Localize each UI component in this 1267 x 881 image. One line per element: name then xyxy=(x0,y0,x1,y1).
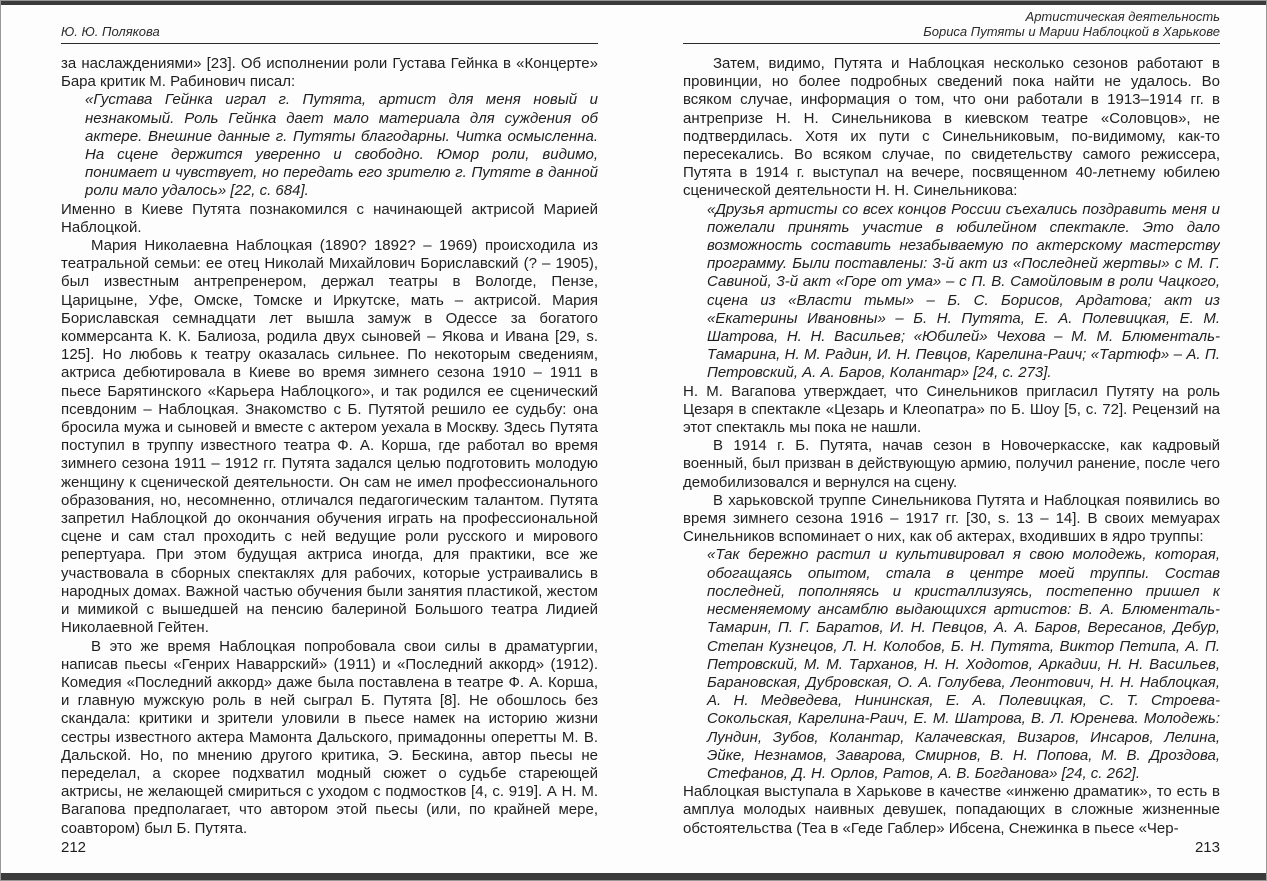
quote-paragraph: «Густава Гейнка играл г. Путята, артист для меня новый и незнакомый. Роль Гейнка дает мало материала для суждения об актере. Внешние данные г. Путяты благодарны. Читка осмысленна. На сцене держится уверенно и свободно. Юмор роли, видимо, понимает и чувствует, но передать его зрителю г. Путяте в данной роли мало удалось» [22, с. 684]. xyxy=(85,91,598,200)
header-rule-right xyxy=(683,43,1220,44)
running-header-title-line1: Артистическая деятельность xyxy=(1025,9,1220,24)
body-paragraph: Затем, видимо, Путята и Наблоцкая несколько сезонов работают в провинции, но более подробных сведений пока найти не удалось. Во всяком случае, информация о том, что они работали в 1913–1914 гг. в антрепризе Н. Н. Синельникова в киевском театре «Соловцов», не подтвердилась. Хотя их пути с Синельниковым, по-видимому, как-то пересекались. Во всяком случае, по свидетельству самого режиссера, Путята в 1914 г. выступал на вечере, посвященном 40-летнему юбилею сценической деятельности Н. Н. Синельникова: xyxy=(683,55,1220,200)
page-right-body xyxy=(683,55,1220,837)
body-paragraph: за наслаждениями» [23]. Об исполнении роли Густава Гейнка в «Концерте» Бара критик М. Рабинович писал: xyxy=(61,55,598,91)
quote-paragraph: «Так бережно растил и культивировал я свою молодежь, которая, обогащаясь опытом, стала в центре моей труппы. Состав последней, пополняясь и кристаллизуясь, постепенно пришел к несменяемому ансамблю выдающихся артистов: В. А. Блюменталь-Тамарин, П. Г. Баратов, И. Н. Певцов, А. А. Баров, Вересанов, Дебур, Степан Кузнецов, Л. Н. Колобов, Б. Н. Путята, Виктор Петипа, А. П. Петровский, М. М. Тарханов, Н. Н. Ходотов, Аркадии, Н. Н. Васильев, Барановская, Дубровская, О. А. Голубева, Леонтович, Н. Н. Наблоцкая, А. Н. Медведева, Нининская, Е. А. Полевицкая, С. Т. Строева-Сокольская, Карелина-Раич, Е. М. Шатрова, В. Л. Юренева. Молодежь: Лундин, Зубов, Колантар, Калачевская, Визаров, Инсаров, Лелина, Эйке, Незнамов, Заварова, Смирнов, В. Н. Попова, М. В. Дроздова, Стефанов, Д. Н. Орлов, Ратов, А. В. Богданова» [24, с. 262]. xyxy=(707,546,1220,782)
running-header-left xyxy=(61,9,598,43)
body-paragraph: Наблоцкая выступала в Харькове в качестве «инженю драматик», то есть в амплуа молодых наивных девушек, попадающих в сложные жизненные обстоятельства (Теа в «Геде Габлер» Ибсена, Снежинка в пьесе «Чер- xyxy=(683,783,1220,837)
body-paragraph: В это же время Наблоцкая попробовала свои силы в драматургии, написав пьесы «Генрих Наваррский» (1911) и «Последний аккорд» (1912). Комедия «Последний аккорд» даже была поставлена в театре Ф. А. Корша, и главную мужскую роль в ней сыграл Б. Путята [8]. Не обошлось без скандала: критики и зрители уловили в пьесе намек на историю жизни сестры известного актера Мамонта Дальского, примадонны оперетты М. В. Дальской. Но, по мнению другого критика, Э. Бескина, автор пьесы не переделал, а скорее подхватил модный сюжет о судьбе стареющей актрисы, не желающей смириться с уходом с подмостков [4, с. 919]. А Н. М. Вагапова предполагает, что автором этой пьесы (или, по крайней мере, соавтором) был Б. Путята. xyxy=(61,637,598,837)
scan-edge-bottom xyxy=(1,873,1266,880)
page-right xyxy=(683,9,1220,837)
running-header-title-line2: Бориса Путяты и Марии Наблоцкой в Харькове xyxy=(923,23,1220,39)
body-paragraph: Именно в Киеве Путята познакомился с начинающей актрисой Марией Наблоцкой. xyxy=(61,200,598,236)
running-header-right xyxy=(683,9,1220,43)
body-paragraph: Н. М. Вагапова утверждает, что Синельников пригласил Путяту на роль Цезаря в спектакле «Цезарь и Клеопатра» по Б. Шоу [5, с. 72]. Рецензий на этот спектакль мы пока не нашли. xyxy=(683,382,1220,437)
body-paragraph: Мария Николаевна Наблоцкая (1890? 1892? – 1969) происходила из театральной семьи: ее отец Николай Михайлович Бориславский (? – 1905), был известным антрепренером, держал театры в Вологде, Пензе, Царицыне, Уфе, Омске, Томске и Иркутске, мать – актрисой. Мария Бориславская семнадцати лет вышла замуж в Одессе за богатого коммерсанта К. К. Балиоза, родила двух сыновей – Якова и Ивана [29, s. 125]. Но любовь к театру оказалась сильнее. По некоторым сведениям, актриса дебютировала в Киеве во время зимнего сезона 1910 – 1911 в пьесе Барятинского «Карьера Наблоцкого», и так родился ее сценический псевдоним – Наблоцкая. Знакомство с Б. Путятой решило ее судьбу: она бросила мужа и сыновей и вместе с актером уехала в Москву. Здесь Путята поступил в труппу известного театра Ф. А. Корша, где работал во время зимнего сезона 1911 – 1912 гг. Путята задался целью подготовить молодую женщину к сценической деятельности. Он сам не имел профессионального образования, но, несомненно, отличался педагогическим талантом. Путята запретил Наблоцкой до окончания обучения играть на профессиональной сцене и сам стал проходить с ней ведущие роли русского и мирового репертуара. При этом будущая актриса иногда, для практики, все же участвовала в сборных спектаклях для рабочих, которые устраивались в народных домах. Важной частью обучения были занятия пластикой, жестом и мимикой с вышедшей на пенсию балериной Большого театра Лидией Николаевной Гейтен. xyxy=(61,237,598,637)
body-paragraph: В харьковской труппе Синельникова Путята и Наблоцкая появились во время зимнего сезона 1916 – 1917 гг. [30, s. 13 – 14]. В своих мемуарах Синельников вспоминает о них, как об актерах, входивших в ядро труппы: xyxy=(683,491,1220,546)
page-left-body xyxy=(61,55,598,837)
quote-paragraph: «Друзья артисты со всех концов России съехались поздравить меня и пожелали принять участие в юбилейном спектакле. Это дало возможность составить незабываемую по актерскому мастерству программу. Были поставлены: 3-й акт из «Последней жертвы» с М. Г. Савиной, 3-й акт «Горе от ума» – с П. В. Самойловым в роли Чацкого, сцена из «Власти тьмы» – Б. С. Борисов, Ардатова; акт из «Екатерины Ивановны» – Б. Н. Путята, Е. А. Полевицкая, Е. М. Шатрова, Н. Н. Васильев; «Юбилей» Чехова – М. М. Блюменталь-Тамарина, Н. М. Радин, И. Н. Певцов, Карелина-Раич; «Тартюф» – А. П. Петровский, А. А. Баров, Колантар» [24, с. 273]. xyxy=(707,200,1220,382)
page-number-left: 212 xyxy=(61,839,87,856)
body-paragraph: В 1914 г. Б. Путята, начав сезон в Новочеркасске, как кадровый военный, был призван в действующую армию, получил ранение, после чего демобилизовался и вернулся на сцену. xyxy=(683,437,1220,491)
page-number-right: 213 xyxy=(1194,839,1220,856)
header-rule-left xyxy=(61,43,598,44)
page-left xyxy=(61,9,598,837)
running-header-author: Ю. Ю. Полякова xyxy=(61,23,160,39)
scan-edge-top xyxy=(1,1,1266,5)
